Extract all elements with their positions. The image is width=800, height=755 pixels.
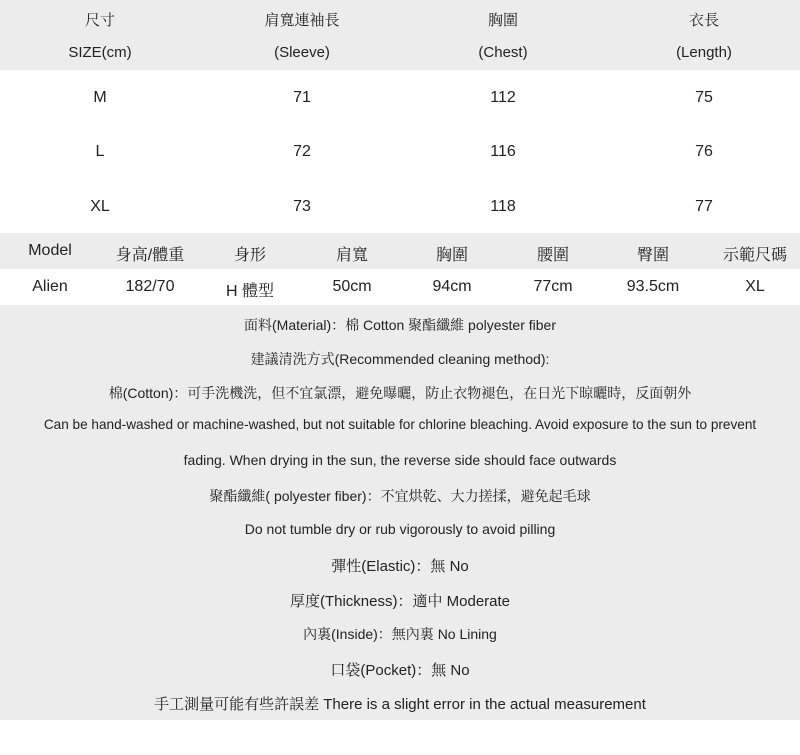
material-note: 面料(Material)：棉 Cotton 聚酯纖維 polyester fiber	[244, 317, 556, 333]
thickness-note: 厚度(Thickness)：適中 Moderate	[289, 593, 511, 610]
model-header-hip: 臀圍	[636, 247, 670, 264]
cleaning-method-title: 建議清洗方式(Recommended cleaning method):	[250, 351, 550, 367]
model-header-body-shape: 身形	[233, 247, 267, 264]
model-header-chest: 胸圍	[435, 247, 469, 264]
polyester-care-note-en: Do not tumble dry or rub vigorously to avoid pilling	[244, 521, 556, 537]
model-cell-body-shape: H 體型	[225, 283, 275, 300]
pocket-note: 口袋(Pocket)：無 No	[330, 662, 470, 679]
size-cell: 77	[695, 198, 713, 215]
model-header-shoulder: 肩寬	[335, 247, 369, 264]
size-header-cn-sleeve: 肩寬連袖長	[264, 12, 340, 29]
model-cell-hip: 93.5cm	[626, 278, 680, 295]
model-header-waist: 腰圍	[536, 247, 570, 264]
size-cell: 112	[490, 89, 516, 106]
size-header-en-length: (Length)	[676, 44, 732, 61]
model-cell-demo-size: XL	[745, 278, 765, 295]
size-table-body	[0, 70, 800, 233]
model-cell-chest: 94cm	[432, 278, 472, 295]
cotton-care-note: 棉(Cotton)：可手洗機洗，但不宜氯漂，避免曝曬，防止衣物褪色，在日光下晾曬時，反面朝外	[108, 385, 692, 401]
size-header-cn-chest: 胸圍	[487, 12, 519, 29]
size-header-cn-length: 衣長	[688, 12, 720, 29]
model-cell-shoulder: 50cm	[332, 278, 372, 295]
model-table-row	[0, 269, 800, 305]
size-cell: 71	[293, 89, 311, 106]
cotton-care-note-en-2: fading. When drying in the sun, the reverse side should face outwards	[183, 452, 617, 468]
size-table-header	[0, 0, 800, 70]
model-cell-name: Alien	[32, 278, 68, 295]
model-cell-waist: 77cm	[533, 278, 573, 295]
size-header-en-chest: (Chest)	[478, 44, 528, 61]
model-cell-height-weight: 182/70	[125, 278, 175, 295]
size-cell: 116	[490, 143, 516, 160]
model-header-model: Model	[28, 242, 72, 259]
lining-note: 內裏(Inside)：無內裏 No Lining	[303, 626, 497, 642]
size-header-en-size: SIZE(cm)	[68, 44, 132, 61]
care-notes-section	[0, 305, 800, 720]
size-cell: 72	[293, 143, 311, 160]
size-header-en-sleeve: (Sleeve)	[274, 44, 330, 61]
size-cell: 118	[490, 198, 516, 215]
cotton-care-note-en-1: Can be hand-washed or machine-washed, but not suitable for chlorine bleaching. Avoid exposure to the sun to prevent	[43, 417, 757, 432]
size-cell: L	[95, 143, 105, 160]
polyester-care-note: 聚酯纖維( polyester fiber)：不宜烘乾、大力搓揉，避免起毛球	[209, 488, 591, 504]
size-header-cn-size: 尺寸	[84, 12, 116, 29]
model-table-header	[0, 233, 800, 269]
size-cell: 75	[695, 89, 713, 106]
size-cell: 73	[293, 198, 311, 215]
measurement-error-note: 手工測量可能有些許誤差 There is a slight error in the actual measurement	[154, 696, 646, 713]
size-cell: 76	[695, 143, 713, 160]
model-header-demo-size: 示範尺碼	[722, 247, 788, 264]
size-cell: XL	[90, 198, 110, 215]
elastic-note: 彈性(Elastic)：無 No	[331, 558, 469, 575]
model-header-height-weight: 身高/體重	[115, 247, 185, 264]
size-cell: M	[93, 89, 107, 106]
